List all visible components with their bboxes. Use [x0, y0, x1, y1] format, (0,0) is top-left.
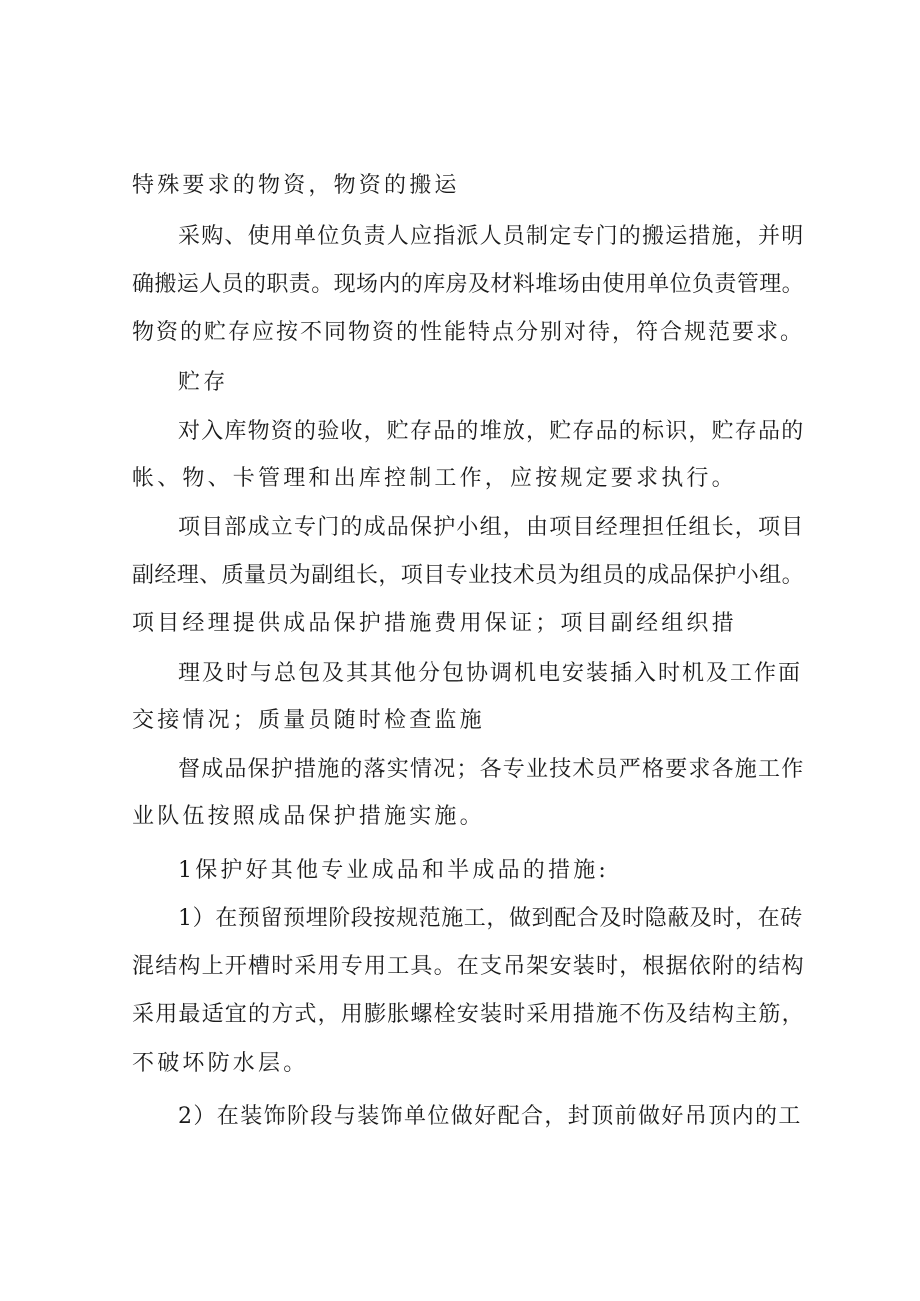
- text-line: 采购、使用单位负责人应指派人员制定专门的搬运措施，并明: [178, 224, 805, 249]
- text-line: 业队伍按照成品保护措施实施。: [132, 804, 485, 829]
- text-line: 交接情况；质量员随时检查监施: [132, 708, 485, 733]
- text-line: 不破坏防水层。: [132, 1051, 309, 1076]
- text-line: 特殊要求的物资，物资的搬运: [132, 173, 460, 198]
- text-line: 混结构上开槽时采用专用工具。在支吊架安装时，根据依附的结构: [132, 954, 805, 979]
- text-line: 副经理、质量员为副组长，项目专业技术员为组员的成品保护小组。: [132, 563, 805, 588]
- text-line: 项目经理提供成品保护措施费用保证；项目副经组织措: [132, 611, 737, 636]
- text-line: 对入库物资的验收，贮存品的堆放，贮存品的标识，贮存品的: [178, 419, 805, 444]
- text-line: 物资的贮存应按不同物资的性能特点分别对待，符合规范要求。: [132, 320, 805, 345]
- text-line: 项目部成立专门的成品保护小组，由项目经理担任组长，项目: [178, 515, 805, 540]
- text-line: 贮存: [178, 370, 229, 395]
- text-line: 采用最适宜的方式，用膨胀螺栓安装时采用措施不伤及结构主筋，: [132, 1002, 805, 1027]
- text-line: 1）在预留预埋阶段按规范施工，做到配合及时隐蔽及时，在砖: [178, 906, 803, 931]
- text-line: 帐、物、卡管理和出库控制工作，应按规定要求执行。: [132, 466, 737, 491]
- text-line: 2）在装饰阶段与装饰单位做好配合，封顶前做好吊顶内的工: [178, 1104, 802, 1129]
- text-line: 确搬运人员的职责。现场内的库房及材料堆场由使用单位负责管理。: [132, 272, 805, 297]
- text-line: 理及时与总包及其其他分包协调机电安装插入时机及工作面: [178, 661, 803, 686]
- text-line: 1保护好其他专业成品和半成品的措施:: [178, 858, 610, 883]
- text-line: 督成品保护措施的落实情况；各专业技术员严格要求各施工作: [178, 757, 805, 782]
